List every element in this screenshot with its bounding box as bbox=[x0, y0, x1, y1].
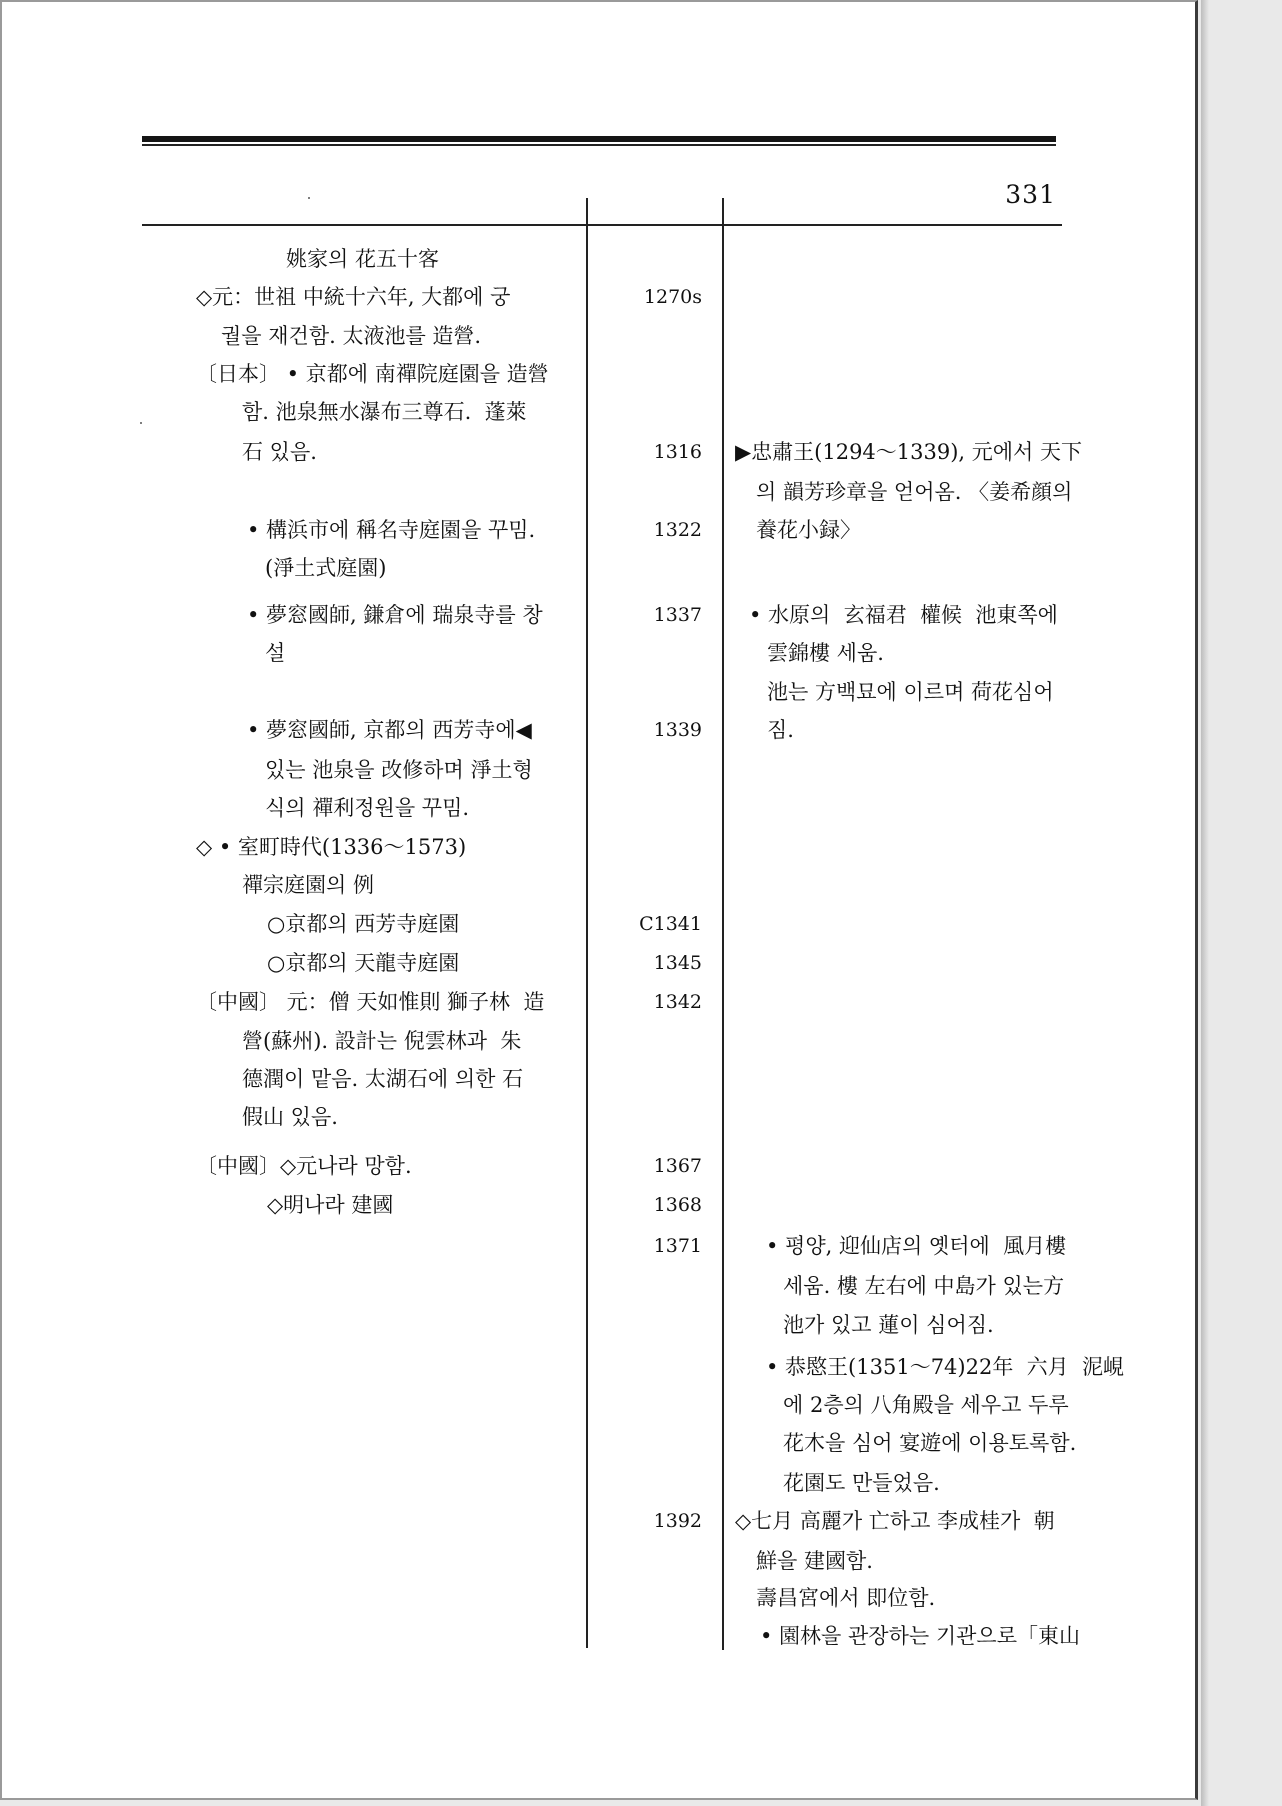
right-text-line: 짐. bbox=[767, 718, 794, 742]
year-label: C1341 bbox=[639, 913, 702, 935]
year-label: 1368 bbox=[653, 1194, 702, 1216]
header-double-rule-thin bbox=[142, 144, 1056, 146]
right-text-line: 花木을 심어 宴遊에 이용토록함. bbox=[783, 1431, 1077, 1455]
left-text-line: 姚家의 花五十客 bbox=[286, 247, 439, 271]
right-text-line: 雲錦樓 세움. bbox=[767, 641, 884, 665]
left-text-line: 假山 있음. bbox=[242, 1105, 338, 1129]
right-text-line: 에 2층의 八角殿을 세우고 두루 bbox=[783, 1393, 1069, 1417]
left-text-line: 궐을 재건함. 太液池를 造營. bbox=[221, 324, 482, 348]
right-text-line: • 水原의 玄福君 權候 池東쪽에 bbox=[749, 603, 1058, 627]
left-text-line: 〔中國〕◇元나라 망함. bbox=[196, 1154, 412, 1178]
right-text-line: ▶忠肅王(1294～1339), 元에서 天下 bbox=[735, 440, 1083, 464]
right-text-line: • 평양, 迎仙店의 옛터에 風月樓 bbox=[766, 1234, 1067, 1258]
left-text-line: 있는 池泉을 改修하며 淨土형 bbox=[265, 758, 533, 782]
year-label: 1322 bbox=[653, 519, 702, 541]
right-text-line: 花園도 만들었음. bbox=[783, 1471, 940, 1495]
right-text-line: 池는 方백묘에 이르며 荷花심어 bbox=[767, 680, 1054, 704]
column-divider-right bbox=[722, 198, 724, 1650]
year-label: 1316 bbox=[653, 441, 702, 463]
year-label: 1339 bbox=[653, 719, 702, 741]
year-label: 1270s bbox=[643, 286, 702, 308]
year-label: 1342 bbox=[653, 991, 702, 1013]
left-text-line: 〔中國〕 元：僧 天如惟則 獅子林 造 bbox=[196, 990, 545, 1014]
left-text-line: • 夢窓國師, 鎌倉에 瑞泉寺를 창 bbox=[247, 603, 543, 627]
left-text-line: 〔日本〕 • 京都에 南禪院庭園을 造營 bbox=[196, 362, 549, 386]
right-text-line: • 園林을 관장하는 기관으로「東山 bbox=[760, 1624, 1080, 1648]
page-edge-shadow bbox=[1201, 0, 1209, 1806]
column-divider-left bbox=[586, 198, 588, 1648]
year-label: 1367 bbox=[653, 1155, 702, 1177]
left-text-line: 營(蘇州). 設計는 倪雲林과 朱 bbox=[242, 1029, 522, 1053]
left-text-line: 德潤이 맡음. 太湖石에 의한 石 bbox=[242, 1067, 524, 1091]
year-label: 1345 bbox=[653, 952, 702, 974]
right-text-line: 池가 있고 蓮이 심어짐. bbox=[783, 1313, 994, 1337]
left-text-line: 함. 池泉無水瀑布三尊石. 蓬萊 bbox=[242, 400, 527, 424]
right-text-line: 鮮을 建國함. bbox=[756, 1549, 873, 1573]
left-text-line: 식의 禪利정원을 꾸밈. bbox=[265, 796, 470, 820]
right-text-line: ◇七月 高麗가 亡하고 李成桂가 朝 bbox=[735, 1509, 1055, 1533]
left-text-line: (淨土式庭園) bbox=[265, 556, 387, 580]
right-text-line: 養花小録〉 bbox=[756, 518, 861, 542]
left-text-line: ◇明나라 建國 bbox=[267, 1193, 394, 1217]
left-text-line: 石 있음. bbox=[242, 440, 317, 464]
left-text-line: ○京都의 西芳寺庭園 bbox=[267, 912, 460, 936]
header-double-rule-thick bbox=[142, 136, 1056, 142]
table-header-rule bbox=[142, 224, 1062, 226]
right-text-line: 壽昌宮에서 即位함. bbox=[756, 1586, 936, 1610]
right-text-line: 세움. 樓 左右에 中島가 있는方 bbox=[783, 1274, 1065, 1298]
year-label: 1371 bbox=[653, 1235, 702, 1257]
scan-speck bbox=[140, 422, 142, 424]
left-text-line: 설 bbox=[265, 641, 286, 665]
left-text-line: ◇元：世祖 中統十六年, 大都에 궁 bbox=[196, 285, 511, 309]
left-text-line: ○京都의 天龍寺庭園 bbox=[267, 951, 460, 975]
page-number: 331 bbox=[1005, 180, 1056, 209]
year-label: 1337 bbox=[653, 604, 702, 626]
scan-speck bbox=[308, 197, 310, 199]
right-text-line: 의 韻芳珍章을 얻어옴. 〈姜希顔의 bbox=[756, 480, 1073, 504]
left-text-line: • 構浜市에 稱名寺庭園을 꾸밈. bbox=[247, 518, 536, 542]
right-text-line: • 恭愍王(1351～74)22年 六月 泥峴 bbox=[766, 1355, 1125, 1379]
left-text-line: ◇ • 室町時代(1336～1573) bbox=[196, 835, 467, 859]
left-text-line: 禪宗庭園의 例 bbox=[242, 873, 374, 897]
left-text-line: • 夢窓國師, 京都의 西芳寺에◀ bbox=[247, 718, 532, 742]
year-label: 1392 bbox=[653, 1510, 702, 1532]
